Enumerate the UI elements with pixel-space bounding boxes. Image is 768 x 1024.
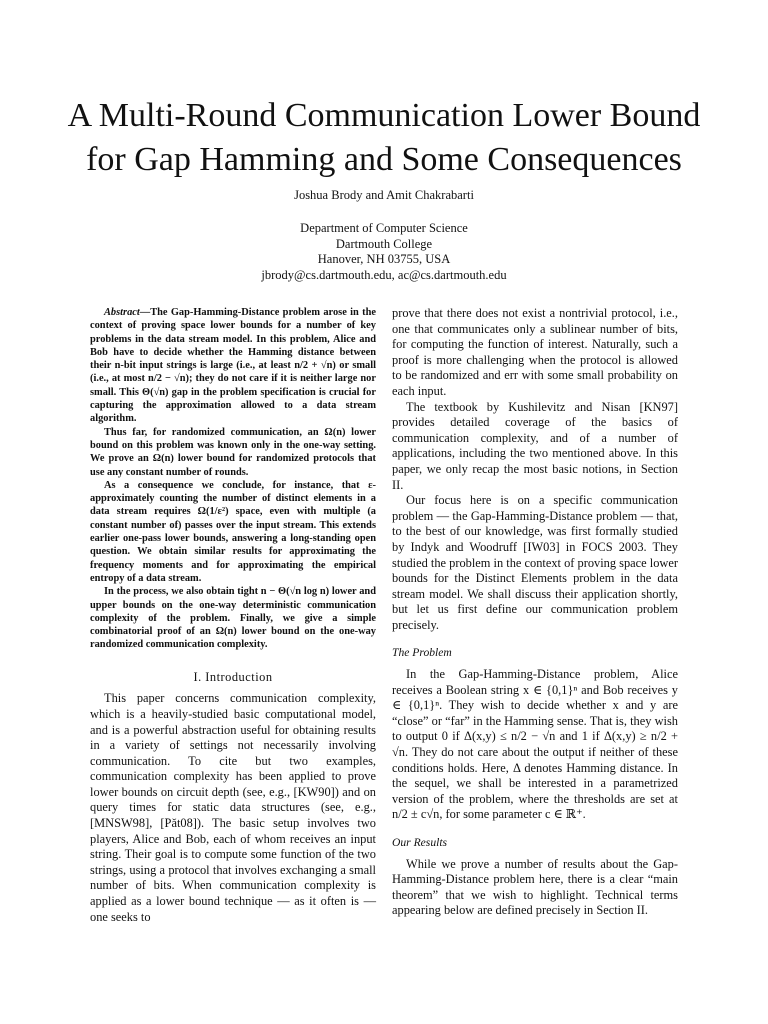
abstract-paragraph-1: [90, 306, 376, 426]
abstract: [90, 306, 376, 652]
subsection-heading-results: Our Results: [392, 836, 448, 849]
affiliation: [0, 221, 768, 283]
right-column: [392, 306, 678, 919]
abstract-paragraph-2: Thus far, for randomized communication, an Ω(n) lower bound on this problem was known only in the one-way setting. We prove an Ω(n) lower bound for randomized protocols that use any constant number of rounds.: [90, 426, 376, 478]
intro-paragraph-1: This paper concerns communication complexity, which is a heavily-studied basic computational model, and is a powerful abstraction useful for obtaining results in a variety of settings not necessarily involving communication. To cite but two examples, communication complexity has been applied to prove lower bounds on circuit depth (see, e.g., [KW90]) and on query times for static data structures (see, e.g., [MNSW98], [Pǎt08]). The basic setup involves two players, Alice and Bob, each of whom receives an input string. Their goal is to compute some function of the two strings, using a protocol that involves exchanging a small number of bits. When communication complexity is applied as a lower bound technique — as it often is — one seeks to: [90, 691, 376, 924]
intro-paragraph-2: The textbook by Kushilevitz and Nisan [KN97] provides detailed coverage of the basics of communication complexity, and of a number of applications, including the two mentioned above. In this paper, we only recap the most basic notions, in Section II.: [392, 399, 678, 492]
abstract-lead: Abstract: [104, 307, 140, 318]
affiliation-school: Dartmouth College: [335, 236, 433, 251]
affiliation-address: Hanover, NH 03755, USA: [317, 252, 451, 266]
affiliation-emails: jbrody@cs.dartmouth.edu, ac@cs.dartmouth.edu: [261, 267, 507, 282]
title-line-2: for Gap Hamming and Some Consequences: [86, 141, 682, 178]
left-column: [90, 306, 376, 925]
intro-paragraph-1-cont: prove that there does not exist a nontrivial protocol, i.e., one that communicates only a sublinear number of bits, for computing the function of interest. Naturally, such a proof is more challenging when the protocol is allowed to be randomized and err with some small probability on each input.: [392, 306, 678, 398]
subsection-heading-problem: The Problem: [392, 646, 452, 660]
section-heading-introduction: I. Introduction: [193, 669, 273, 684]
abstract-paragraph-3: As a consequence we conclude, for instance, that ε-approximately counting the number of distinct elements in a data stream requires Ω(1/ε²) space, even with multiple (a constant number of) passes over the input stream. This extends earlier one-pass lower bounds, answering a long-standing open question. We obtain similar results for approximating the frequency moments and for approximating the empirical entropy of a data stream.: [90, 479, 376, 584]
affiliation-dept: Department of Computer Science: [300, 221, 468, 235]
results-paragraph-1: While we prove a number of results about the Gap-Hamming-Distance problem here, there is a clear “main theorem” that we wish to highlight. Technical terms appearing below are defined precisely in Section II.: [392, 856, 678, 918]
paper-title: [60, 94, 708, 182]
abstract-paragraph-4: In the process, we also obtain tight n − Θ(√n log n) lower and upper bounds on the one-way deterministic communication complexity of the problem. Finally, we give a simple combinatorial proof of an Ω(n) lower bound on the one-way randomized communication complexity.: [90, 586, 376, 651]
abstract-p1-text: —The Gap-Hamming-Distance problem arose in the context of proving space lower bounds for a number of key problems in the data stream model. In this problem, Alice and Bob have to decide whether the Hamming distance between their n-bit input strings is large (i.e., at least n/2 + √n) or small (i.e., at most n/2 − √n); they do not care if it is neither large nor small. This Θ(√n) gap in the problem specification is crucial for capturing the approximation allowed to a data stream algorithm.: [90, 307, 376, 425]
intro-paragraph-3: Our focus here is on a specific communication problem — the Gap-Hamming-Distance problem — that, to the best of our knowledge, was first formally studied by Indyk and Woodruff [IW03] in FOCS 2003. They studied the problem in the context of proving space lower bounds for the Distinct Elements problem in the data stream model. We shall discuss their application shortly, but let us first define our communication problem precisely.: [392, 493, 678, 632]
problem-paragraph-1: In the Gap-Hamming-Distance problem, Alice receives a Boolean string x ∈ {0,1}ⁿ and Bob receives y ∈ {0,1}ⁿ. They wish to decide whether x and y are “close” or “far” in the Hamming sense. That is, they wish to output 0 if Δ(x,y) ≤ n/2 − √n and 1 if Δ(x,y) ≥ n/2 + √n. They do not care about the output if neither of these conditions holds. Here, Δ denotes Hamming distance. In the sequel, we shall be interested in a parametrized version of the problem, where the thresholds are set at n/2 ± c√n, for some parameter c ∈ ℝ⁺.: [392, 667, 678, 822]
authors: Joshua Brody and Amit Chakrabarti: [294, 188, 474, 202]
title-line-1: A Multi-Round Communication Lower Bound: [67, 97, 701, 134]
